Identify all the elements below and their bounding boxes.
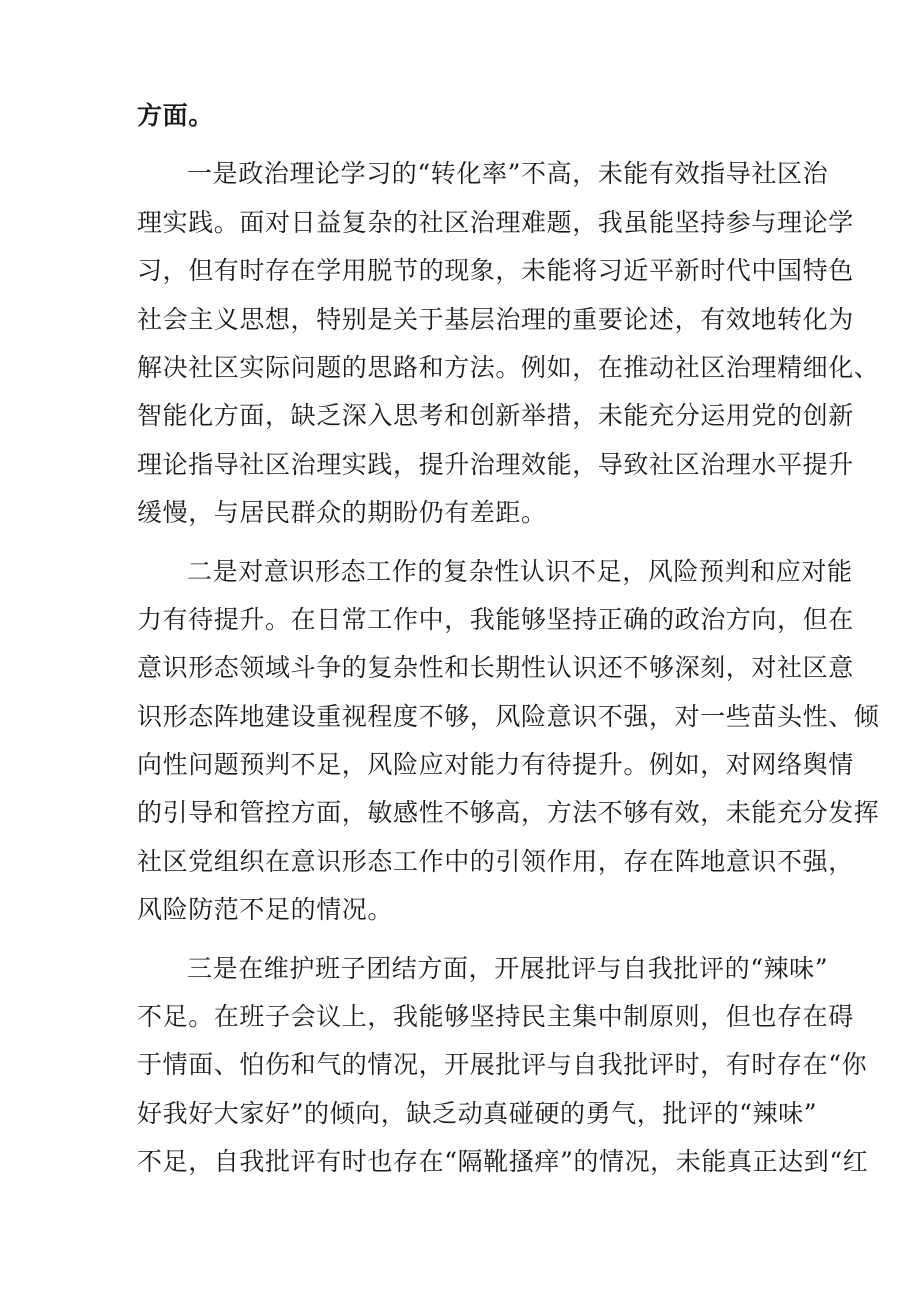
- text-line: 向性问题预判不足，风险应对能力有待提升。例如，对网络舆情: [137, 750, 854, 780]
- paragraph-gap: [137, 935, 797, 945]
- text-line: 社区党组织在意识形态工作中的引领作用，存在阵地意识不强，: [137, 846, 854, 876]
- text-line: 风险防范不足的情况。: [137, 895, 394, 925]
- document-body: [137, 92, 880, 1187]
- text-line: 智能化方面，缺乏深入思考和创新举措，未能充分运用党的创新: [137, 401, 854, 431]
- paragraph-gap: [137, 538, 797, 548]
- text-line: 不足，自我批评有时也存在“隔靴搔痒”的情况，未能真正达到“红: [137, 1147, 869, 1177]
- text-line: 方面。: [137, 101, 214, 130]
- text-line: 社会主义思想，特别是关于基层治理的重要论述，有效地转化为: [137, 304, 854, 334]
- paragraph-gap: [137, 140, 797, 150]
- text-line: 习，但有时存在学用脱节的现象，未能将习近平新时代中国特色: [137, 256, 854, 286]
- text-line: 解决社区实际问题的思路和方法。例如，在推动社区治理精细化、: [137, 352, 880, 382]
- text-line: 意识形态领域斗争的复杂性和长期性认识还不够深刻，对社区意: [137, 653, 854, 683]
- text-line: 理论指导社区治理实践，提升治理效能，导致社区治理水平提升: [137, 449, 854, 479]
- text-line: 识形态阵地建设重视程度不够，风险意识不强，对一些苗头性、倾: [137, 701, 880, 731]
- text-line: 的引导和管控方面，敏感性不够高，方法不够有效，未能充分发挥: [137, 798, 880, 828]
- text-line: 一是政治理论学习的“转化率”不高，未能有效指导社区治: [187, 159, 829, 189]
- text-line: 好我好大家好”的倾向，缺乏动真碰硬的勇气，批评的“辣味”: [137, 1098, 818, 1128]
- text-line: 理实践。面对日益复杂的社区治理难题，我虽能坚持参与理论学: [137, 207, 854, 237]
- text-line: 三是在维护班子团结方面，开展批评与自我批评的“辣味”: [187, 953, 829, 983]
- text-line: 不足。在班子会议上，我能够坚持民主集中制原则，但也存在碍: [137, 1002, 854, 1032]
- text-line: 于情面、怕伤和气的情况，开展批评与自我批评时，有时存在“你: [137, 1050, 868, 1080]
- text-line: 缓慢，与居民群众的期盼仍有差距。: [137, 498, 547, 528]
- text-line: 力有待提升。在日常工作中，我能够坚持正确的政治方向，但在: [137, 604, 854, 634]
- text-line: 二是对意识形态工作的复杂性认识不足，风险预判和应对能: [187, 556, 853, 586]
